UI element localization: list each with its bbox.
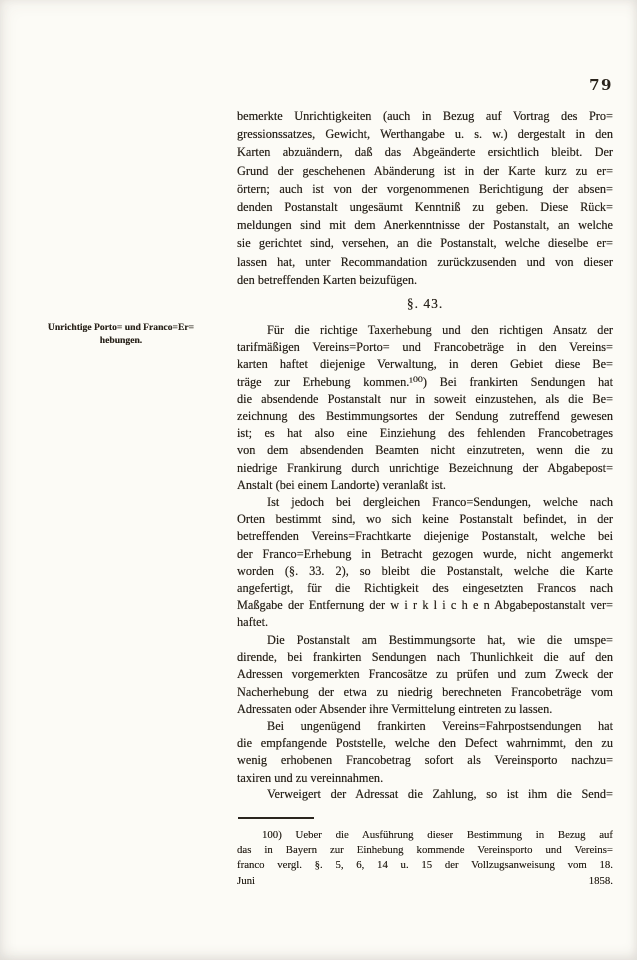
margin-note [46, 322, 196, 347]
text-line: denden Postanstalt ungesäumt Kenntniß zu geben. Diese Rück= [237, 200, 613, 215]
text-line: Ist jedoch bei dergleichen Franco=Sendungen, welche nach [267, 495, 613, 509]
text-line: karten haftet diejenige Verwaltung, in deren Gebiet diese Be= [237, 357, 613, 372]
text-line: dirende, bei frankirten Sendungen nach Thunlichkeit die auf den [237, 650, 613, 665]
paragraph [237, 786, 613, 803]
paragraph [237, 494, 613, 632]
text-line: Unrichtige Porto= und Franco=Er= [47, 322, 195, 333]
text-line: träge zur Erhebung kommen.¹⁰⁰) Bei frankirten Sendungen hat [237, 374, 613, 389]
text-line: Die Postanstalt am Bestimmungsorte hat, wie die umspe= [267, 633, 613, 647]
text-line: die empfangende Poststelle, welche den Defect wahrnimmt, den zu [237, 736, 613, 751]
text-line: der Franco=Erhebung in Betracht gezogen wurde, nicht angemerkt [237, 546, 613, 561]
text-line: Grund der geschehenen Abänderung ist in der Karte kurz zu er= [237, 163, 613, 178]
text-line: Anstalt (bei einem Landorte) veranlaßt ist. [237, 477, 446, 492]
paragraph [237, 107, 613, 289]
text-line: Adressen vorgemerkten Francosätze zu prüfen und zum Zweck der [237, 667, 613, 682]
text-line: bemerkte Unrichtigkeiten (auch in Bezug auf Vortrag des Pro= [237, 109, 613, 123]
text-line: das in Bayern zur Einhebung kommende Vereinsporto und Vereins= [237, 844, 613, 857]
text-line: betreffenden Vereins=Frachtkarte diejenige Postanstalt, welche bei [237, 529, 613, 544]
text-line: gressionssatzes, Gewicht, Werthangabe u. s. w.) dergestalt in den [237, 127, 613, 142]
text-line: angefertigt, für die Richtigkeit des eingesetzten Francos nach [237, 581, 613, 596]
text-line: Juni 1858. [237, 874, 613, 887]
text-line: tarifmäßigen Vereins=Porto= und Francobeträge in den Vereins= [237, 340, 613, 355]
text-line: Maßgabe der Entfernung der w i r k l i c h e n Abgabepostanstalt ver= [237, 598, 613, 613]
text-line: wenig erhobenen Francobetrag sofort als Vereinsporto nachzu= [237, 753, 613, 768]
text-line: meldungen sind mit dem Anerkenntnisse der Postanstalt, an welche [237, 218, 613, 233]
text-line: franco vergl. §. 5, 6, 14 u. 15 der Vollzugsanweisung vom 18. [237, 859, 613, 872]
text-line: hebungen. [99, 334, 143, 346]
text-line: Bei ungenügend frankirten Vereins=Fahrpostsendungen hat [267, 719, 613, 733]
paragraph [237, 322, 613, 494]
text-line: die absendende Postanstalt nur in soweit einzustehen, als die Be= [237, 391, 613, 406]
section-heading: §. 43. [406, 296, 444, 311]
page-number: 79 [589, 76, 613, 94]
footnote [237, 828, 613, 889]
text-line: den betreffenden Karten beizufügen. [237, 272, 418, 287]
text-line: worden (§. 33. 2), so bleibt die Postanstalt, welche die Karte [237, 563, 613, 578]
text-line: niedrige Frankirung durch unrichtige Bezeichnung der Abgabepost= [237, 460, 613, 475]
text-line: ist; es hat also eine Einziehung des fehlenden Francobetrages [237, 426, 613, 441]
text-line: Orten bestimmt sind, wo sich keine Postanstalt befindet, in der [237, 512, 613, 527]
text-line: von dem absendenden Beamten nicht einzutreten, wenn die zu [237, 443, 613, 458]
text-line: Verweigert der Adressat die Zahlung, so ist ihm die Send= [267, 787, 613, 801]
paragraph [237, 632, 613, 718]
text-line: sie gerichtet sind, versehen, an die Postanstalt, welche dieselbe er= [237, 236, 613, 251]
text-line: taxiren und zu vereinnahmen. [237, 770, 384, 785]
text-line: örtern; auch ist von der vorgenommenen Berichtigung der absen= [237, 181, 613, 196]
footnote-separator [238, 817, 314, 819]
text-line: Adressaten oder Absender ihre Vermittelung eintreten zu lassen. [237, 701, 553, 716]
text-line: zeichnung des Bestimmungsortes der Sendung zutreffend gewesen [237, 409, 613, 424]
text-line: Für die richtige Taxerhebung und den richtigen Ansatz der [267, 323, 613, 337]
text-line: haftet. [237, 615, 269, 630]
text-line: 100) Ueber die Ausführung dieser Bestimmung in Bezug auf [262, 829, 613, 841]
text-line: Karten abzuändern, daß das Abgeänderte ersichtlich bleibt. Der [237, 145, 613, 160]
text-line: lassen hat, unter Recommandation zurückzusenden und von dieser [237, 254, 613, 269]
text-line: Nacherhebung der etwa zu niedrig berechneten Francobeträge vom [237, 684, 613, 699]
paragraph [237, 718, 613, 787]
